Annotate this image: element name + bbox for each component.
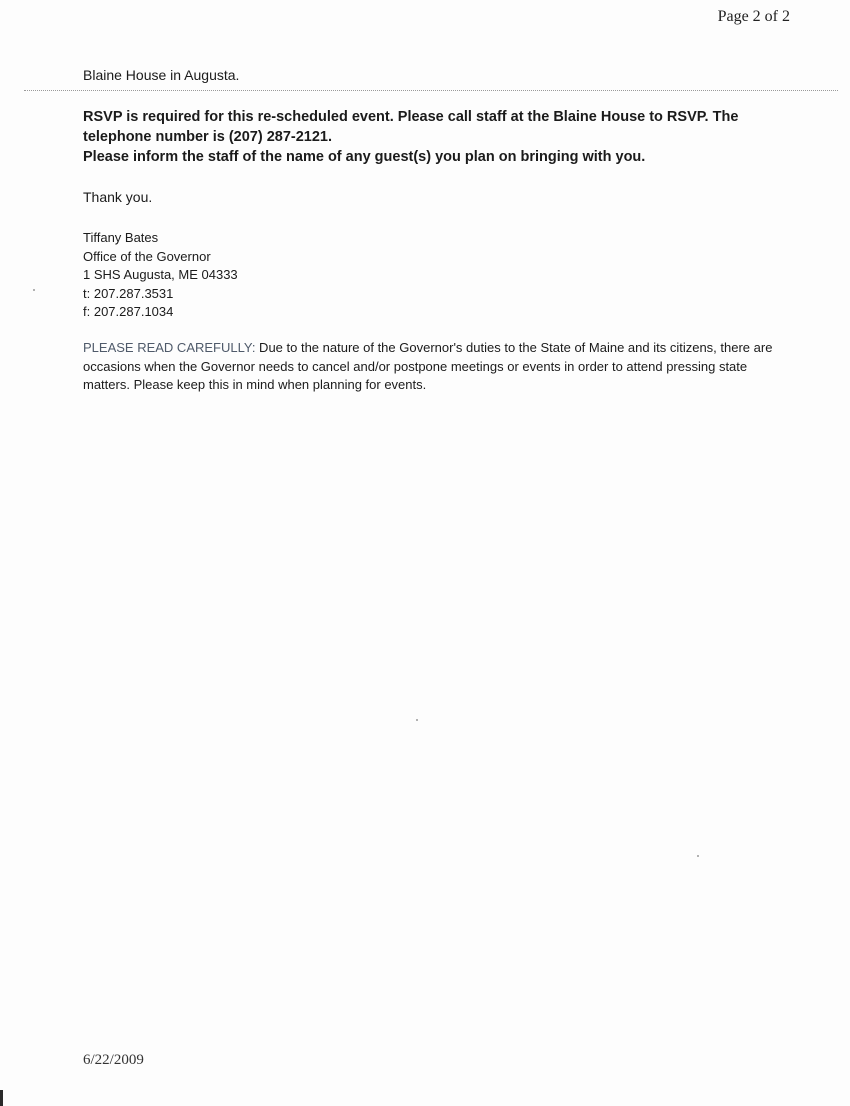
signer-address: 1 SHS Augusta, ME 04333 [83,267,238,282]
scan-speck [416,719,418,721]
footer-date: 6/22/2009 [83,1052,144,1068]
closing-thanks: Thank you. [83,189,153,205]
notice-text: Due to the nature of the Governor's duties to the State of Maine and its citizens, there are occasions when the Governor needs to cancel and/or postpone meetings or events in order to attend pressing state matters. Please keep this in mind when planning for events. [83,340,773,392]
rsvp-block [83,107,783,167]
signer-fax: f: 207.287.1034 [83,304,174,319]
scan-speck [33,289,35,291]
guest-instructions: Please inform the staff of the name of any guest(s) you plan on bringing with you. [83,149,646,165]
signer-telephone: t: 207.287.3531 [83,285,174,301]
signer-office: Office of the Governor [83,248,211,264]
signer-name: Tiffany Bates [83,230,159,245]
divider [24,90,838,91]
scan-speck [697,855,699,857]
page-number: Page 2 of 2 [717,8,790,25]
rsvp-instructions: RSVP is required for this re-scheduled event. Please call staff at the Blaine House to RSVP. The telephone number is (207) 287-2121. [83,109,739,145]
signature-block [83,229,238,322]
scan-edge-mark [0,1090,3,1106]
notice-label: PLEASE READ CAREFULLY: [83,340,256,355]
notice-paragraph [83,339,783,395]
continued-text: Blaine House in Augusta. [83,67,240,83]
